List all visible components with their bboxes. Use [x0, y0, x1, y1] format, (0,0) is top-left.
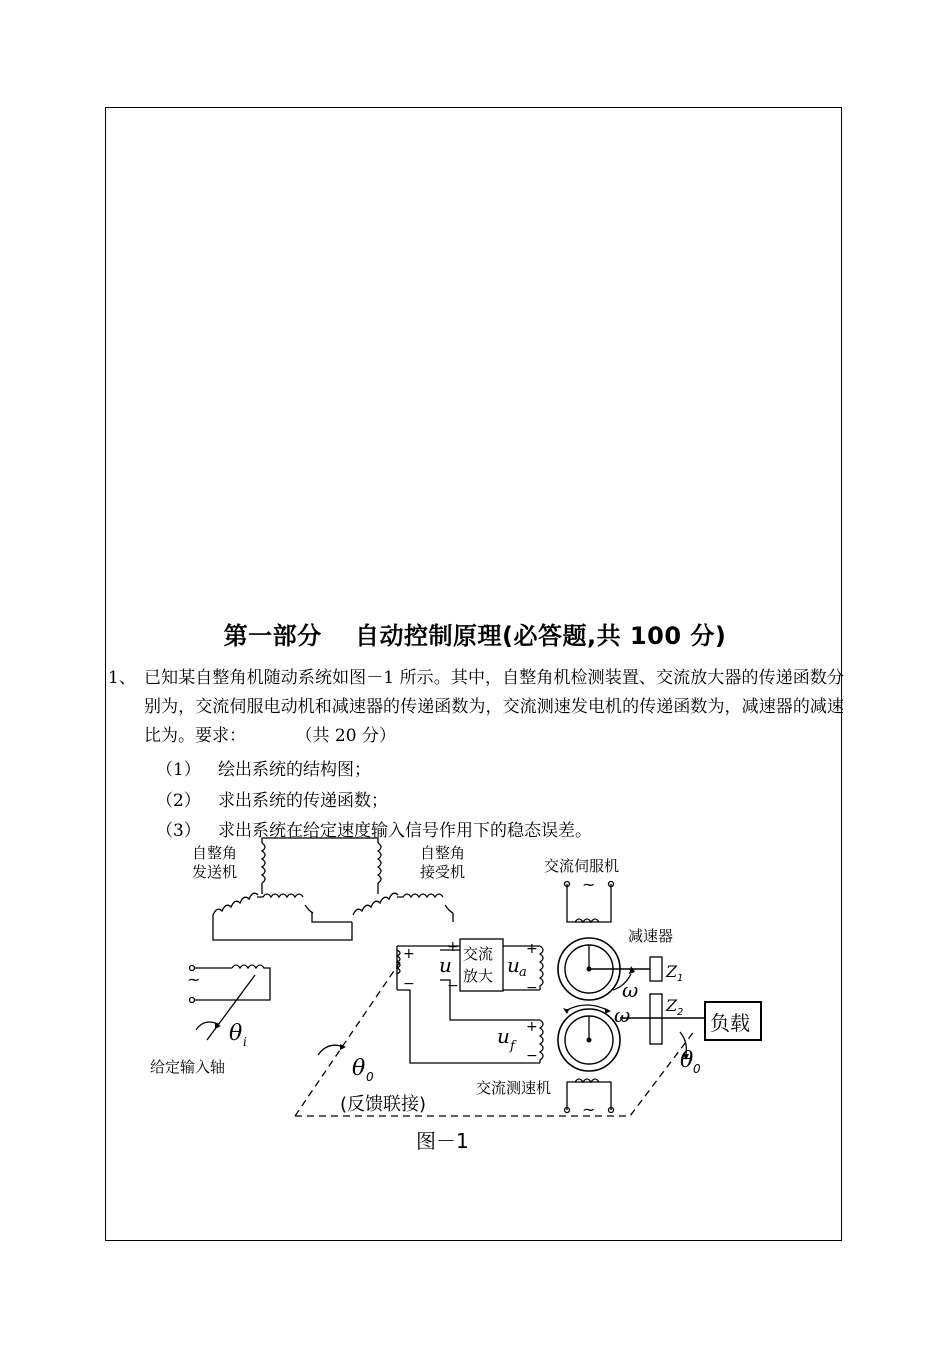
omega-servo-label: ω — [622, 978, 639, 1002]
receiver-rotor-coil — [378, 843, 381, 894]
feedback-label: (反馈联接) — [340, 1094, 427, 1115]
input-coil — [194, 965, 270, 1000]
load-label: 负载 — [710, 1011, 750, 1035]
transmitter-label-1: 自整角 — [192, 844, 238, 862]
question-points: （共 20 分） — [304, 726, 396, 746]
ua-label: u — [507, 953, 520, 977]
servo-tilde: ~ — [582, 875, 596, 894]
theta-0-subscript: 0 — [366, 1070, 374, 1084]
receiver-plus: + — [403, 946, 415, 962]
tacho-tilde: ~ — [582, 1100, 596, 1119]
z1-label: Z — [666, 962, 678, 981]
sub-number: （2） — [156, 791, 201, 811]
theta-0-right-label: θ — [680, 1048, 694, 1073]
question-body: 已知某自整角机随动系统如图－1 所示。其中，自整角机检测装置、交流放大器的传递函数分别为，交流伺服电动机和减速器的传递函数为，交流测速发电机的传递函数为，减速器的减速比为。要求： — [144, 668, 844, 746]
amplifier-label-2: 放大 — [463, 967, 494, 985]
amp-in-plus: + — [447, 939, 459, 955]
receiver-minus: − — [403, 976, 415, 992]
transmitter-label-2: 发送机 — [192, 863, 238, 881]
input-tilde: ~ — [187, 970, 201, 989]
tacho-label: 交流测速机 — [476, 1079, 552, 1097]
gear-z1 — [650, 957, 662, 981]
theta-i-label: θ — [229, 1021, 243, 1046]
gear-z2 — [650, 994, 662, 1044]
sub-number: （3） — [156, 821, 201, 841]
uf-subscript: f — [510, 1039, 515, 1054]
transmitter-rotor-coil — [262, 843, 265, 894]
reducer-label: 减速器 — [628, 927, 674, 945]
transmitter-stator-coils — [213, 893, 313, 915]
sub-text: 绘出系统的结构图； — [218, 760, 371, 780]
omega-tacho-label: ω — [614, 1003, 631, 1027]
figure-caption: 图－1 — [416, 1129, 469, 1153]
theta-0-label: θ — [352, 1056, 366, 1081]
section-title: 第一部分 自动控制原理(必答题,共 100 分) — [223, 622, 727, 650]
ua-subscript: a — [519, 965, 527, 980]
amp-in-minus: − — [447, 978, 459, 994]
amp-out-plus: + — [526, 941, 538, 957]
uf-label: u — [497, 1024, 510, 1048]
sub-text: 求出系统在给定速度输入信号作用下的稳态误差。 — [218, 821, 592, 841]
tacho-output-coil — [540, 1020, 543, 1063]
z2-label: Z — [666, 996, 678, 1015]
tacho-plus: + — [526, 1019, 538, 1035]
amplifier-label-1: 交流 — [463, 945, 494, 963]
tacho-minus: − — [526, 1048, 538, 1064]
sub-number: （1） — [156, 760, 201, 780]
u-label: u — [439, 953, 452, 977]
servo-label: 交流伺服机 — [544, 857, 620, 875]
receiver-label-2: 接受机 — [420, 863, 466, 881]
receiver-stator-coils — [353, 893, 453, 915]
z1-subscript: 1 — [677, 973, 684, 984]
theta-i-subscript: i — [243, 1035, 247, 1049]
theta-0-right-subscript: 0 — [693, 1062, 701, 1076]
question-number: 1、 — [108, 668, 136, 688]
receiver-label-1: 自整角 — [420, 844, 466, 862]
amp-out-minus: − — [526, 980, 538, 996]
input-shaft-label: 给定输入轴 — [150, 1058, 226, 1076]
z2-subscript: 2 — [677, 1007, 684, 1018]
sub-text: 求出系统的传递函数； — [218, 791, 388, 811]
